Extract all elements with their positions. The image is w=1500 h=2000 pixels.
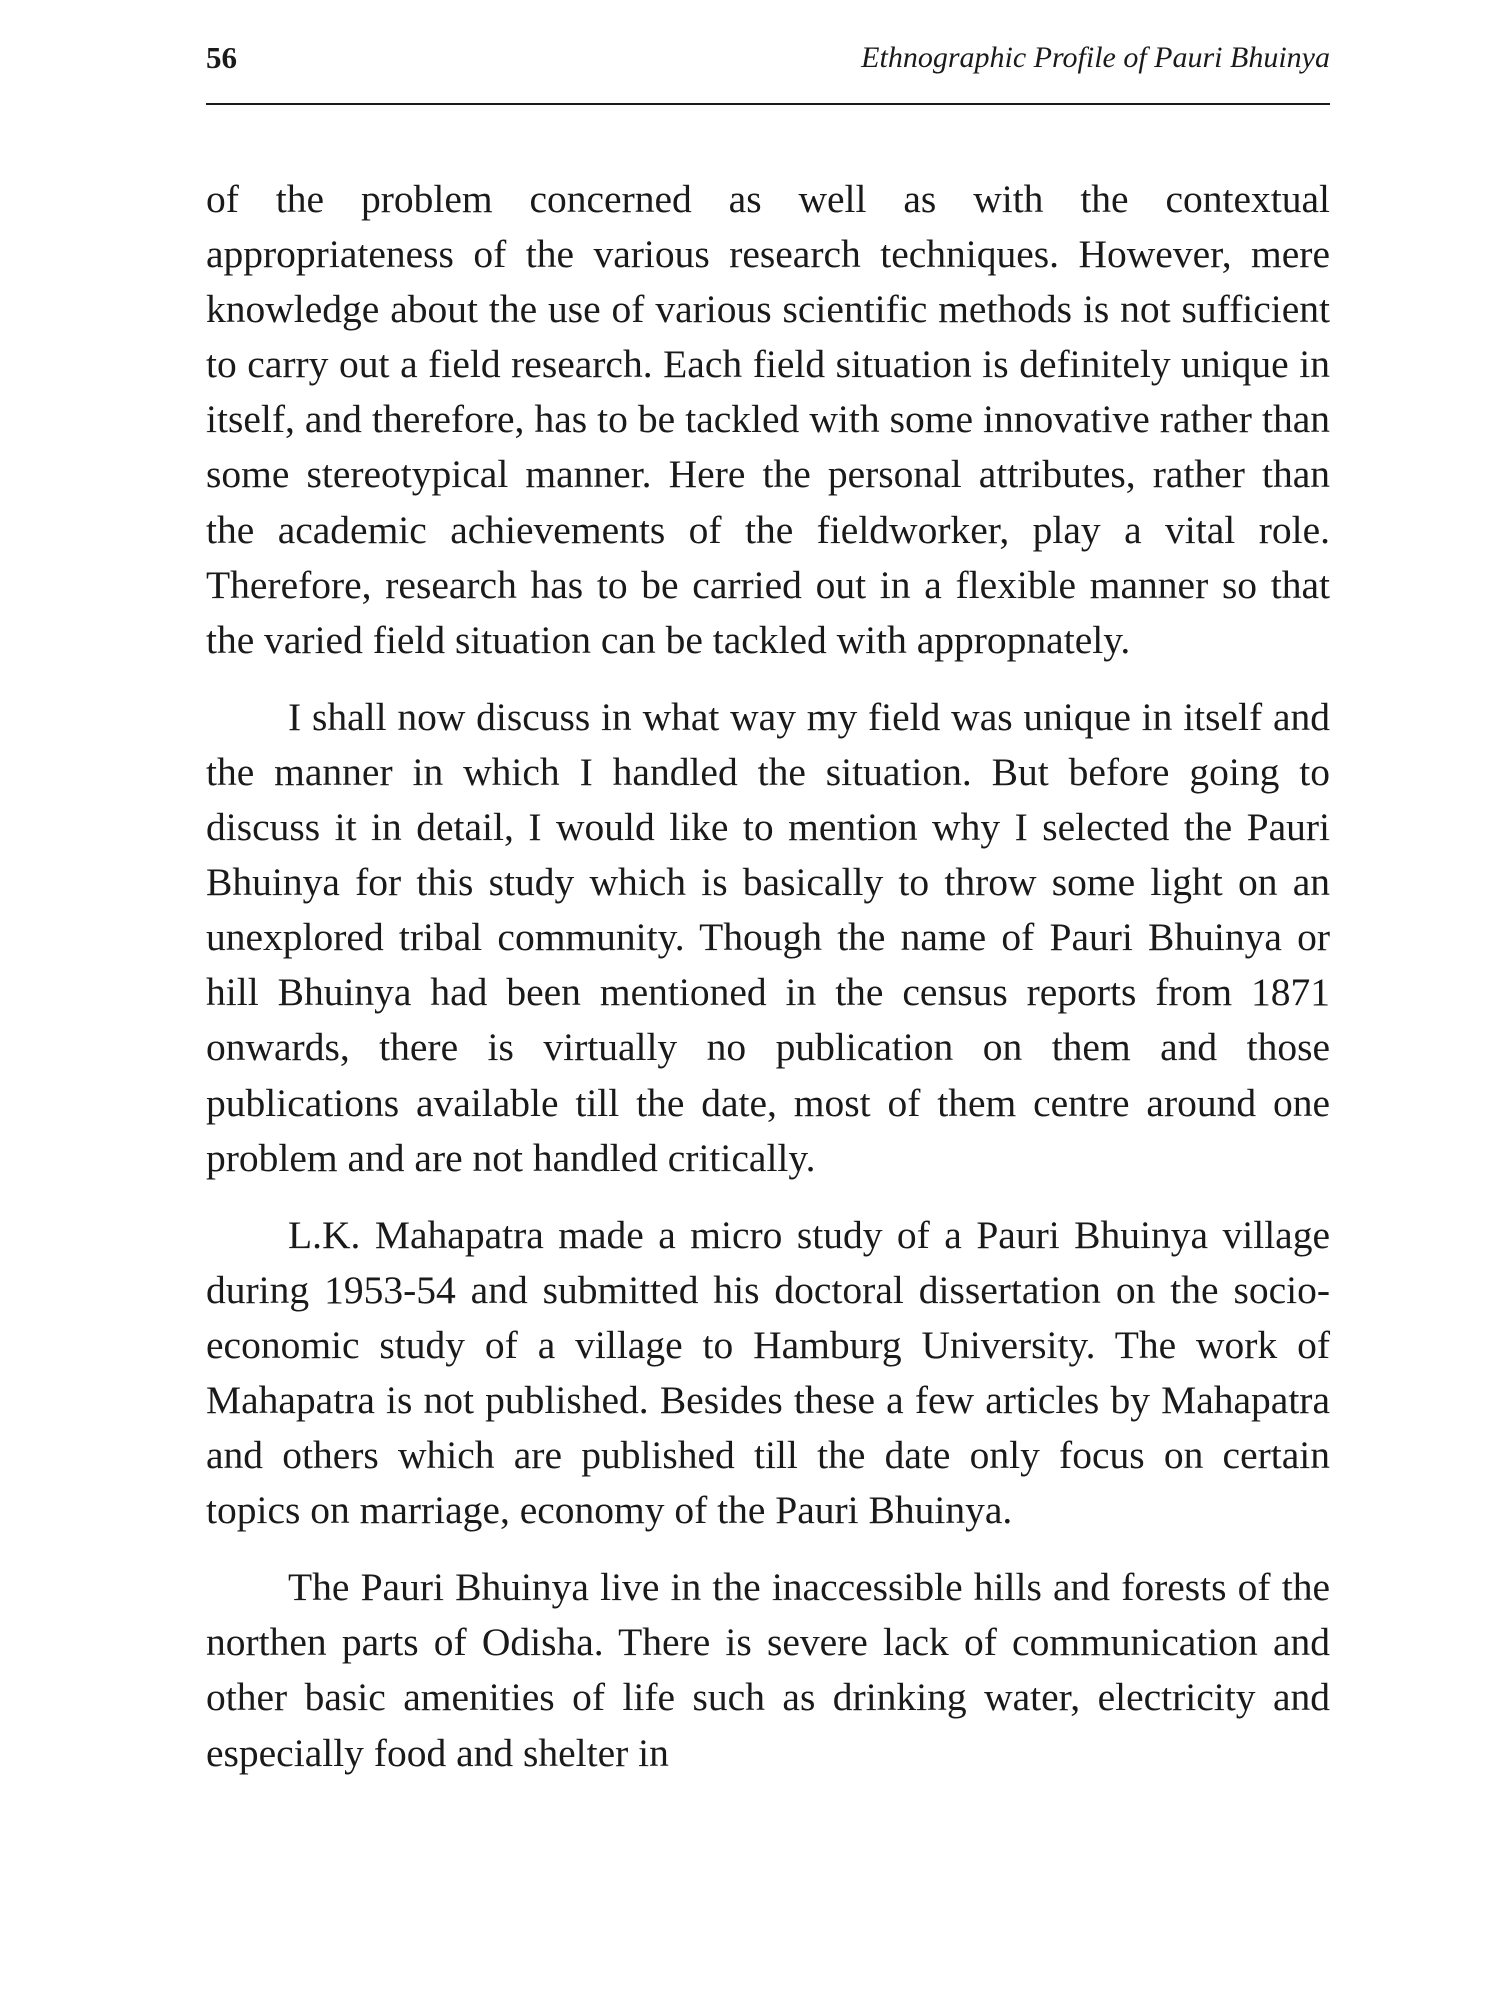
running-title: Ethnographic Profile of Pauri Bhuinya	[861, 41, 1330, 74]
paragraph-1: of the problem concerned as well as with the contextual appropriateness of the various research techniques. However, mere knowledge about the use of various scientific methods is not sufficient to carry out a field research. Each field situation is definitely unique in itself, and therefore, has to be tackled with some innovative rather than some stereotypical manner. Here the personal attributes, rather than the academic achievements of the fieldworker, play a vital role. Therefore, research has to be carried out in a flexible manner so that the varied field situation can be tackled with appropnately.	[206, 177, 1330, 662]
paragraph-4: The Pauri Bhuinya live in the inaccessible hills and forests of the northen parts of Odisha. There is severe lack of communication and other basic amenities of life such as drinking water, electricity and especially food and shelter in	[206, 1565, 1330, 1775]
header-rule	[206, 103, 1330, 105]
body-text	[206, 172, 1330, 1781]
paragraph-3: L.K. Mahapatra made a micro study of a Pauri Bhuinya village during 1953-54 and submitted his doctoral dissertation on the socio-economic study of a village to Hamburg University. The work of Mahapatra is not published. Besides these a few articles by Mahapatra and others which are published till the date only focus on certain topics on marriage, economy of the Pauri Bhuinya.	[206, 1212, 1330, 1533]
paragraph-2: I shall now discuss in what way my field was unique in itself and the manner in which I handled the situation. But before going to discuss it in detail, I would like to mention why I selected the Pauri Bhuinya for this study which is basically to throw some light on an unexplored tribal community. Though the name of Pauri Bhuinya or hill Bhuinya had been mentioned in the census reports from 1871 onwards, there is virtually no publication on them and those publications available till the date, most of them centre around one problem and are not handled critically.	[206, 694, 1330, 1180]
page-number: 56	[206, 40, 237, 75]
page-header	[206, 36, 1330, 80]
